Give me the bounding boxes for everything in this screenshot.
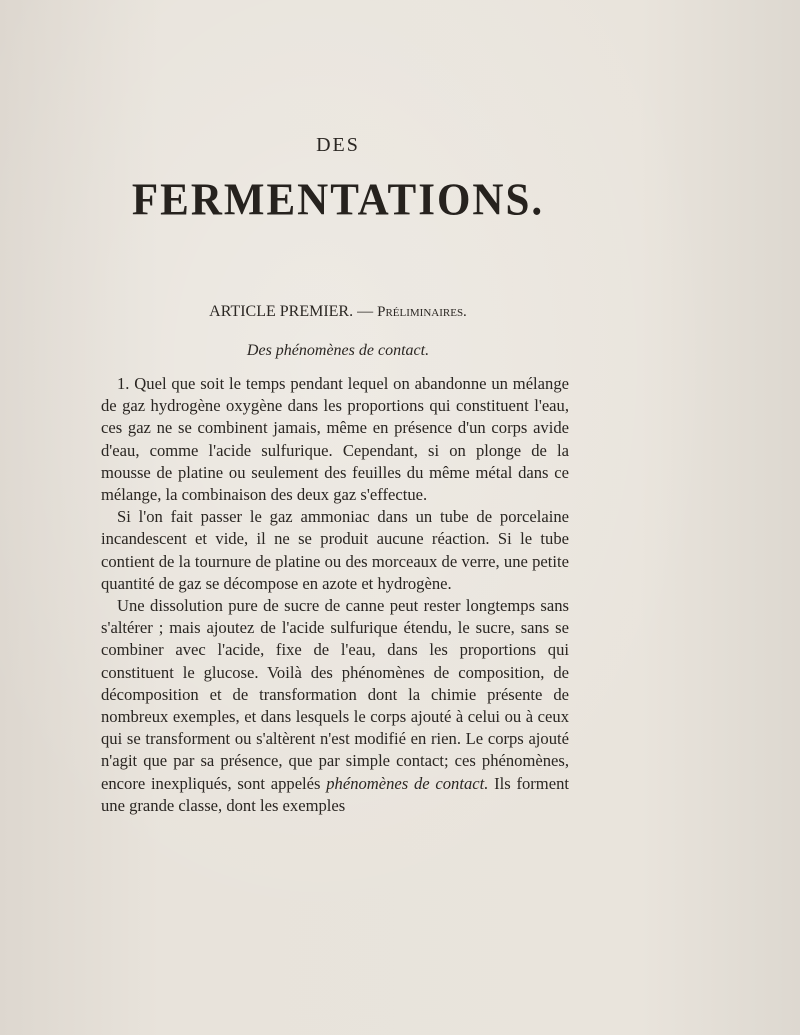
paragraph-3-end: Ils forment une grande classe, dont les exemples (101, 773, 569, 815)
paragraph-3-text: Une dissolution pure de sucre de canne peut rester longtemps sans s'altérer ; mais ajoutez de l'acide sulfurique étendu, le sucre, sans se combiner avec l'acide, fixe de l'eau, dans les proportions qui constituent le glucose. Voilà des phénomènes de composition, de décomposition et de transformation dont la chimie présente de nombreux exemples, et dans lesquels le corps ajouté à celui ou à ceux qui se transforment ou s'altèrent n'est modifié en rien. Le corps ajouté n'agit que par sa présence, que par simple contact; ces phénomènes, encore inexpliqués, sont appelés (101, 596, 569, 793)
body-text (101, 373, 569, 817)
article-subtitle: Préliminaires. (377, 304, 467, 320)
paragraph-1: 1. Quel que soit le temps pendant lequel on abandonne un mélange de gaz hydrogène oxygène dans les proportions qui constituent l'eau, ces gaz ne se combinent jamais, même en présence d'un corps avide d'eau, comme l'acide sulfurique. Cependant, si on plonge de la mousse de platine ou seulement des feuilles du même métal dans ce mélange, la combinaison des deux gaz s'effectue. (101, 374, 569, 505)
paragraph-2: Si l'on fait passer le gaz ammoniac dans un tube de porcelaine incandescent et vide, il ne se produit aucune réaction. Si le tube contient de la tournure de platine ou des morceaux de verre, une petite quantité de gaz se décompose en azote et hydrogène. (101, 507, 569, 593)
article-dash: — (357, 303, 374, 320)
paragraph-3-italic-term: phénomènes de contact. (326, 773, 489, 793)
paragraph-3 (101, 595, 569, 817)
page-title: FERMENTATIONS. (131, 175, 545, 226)
title-prefix: DES (316, 134, 360, 156)
article-label: ARTICLE PREMIER. (209, 303, 354, 320)
article-heading (0, 303, 676, 321)
section-title: Des phénomènes de contact. (246, 342, 430, 359)
